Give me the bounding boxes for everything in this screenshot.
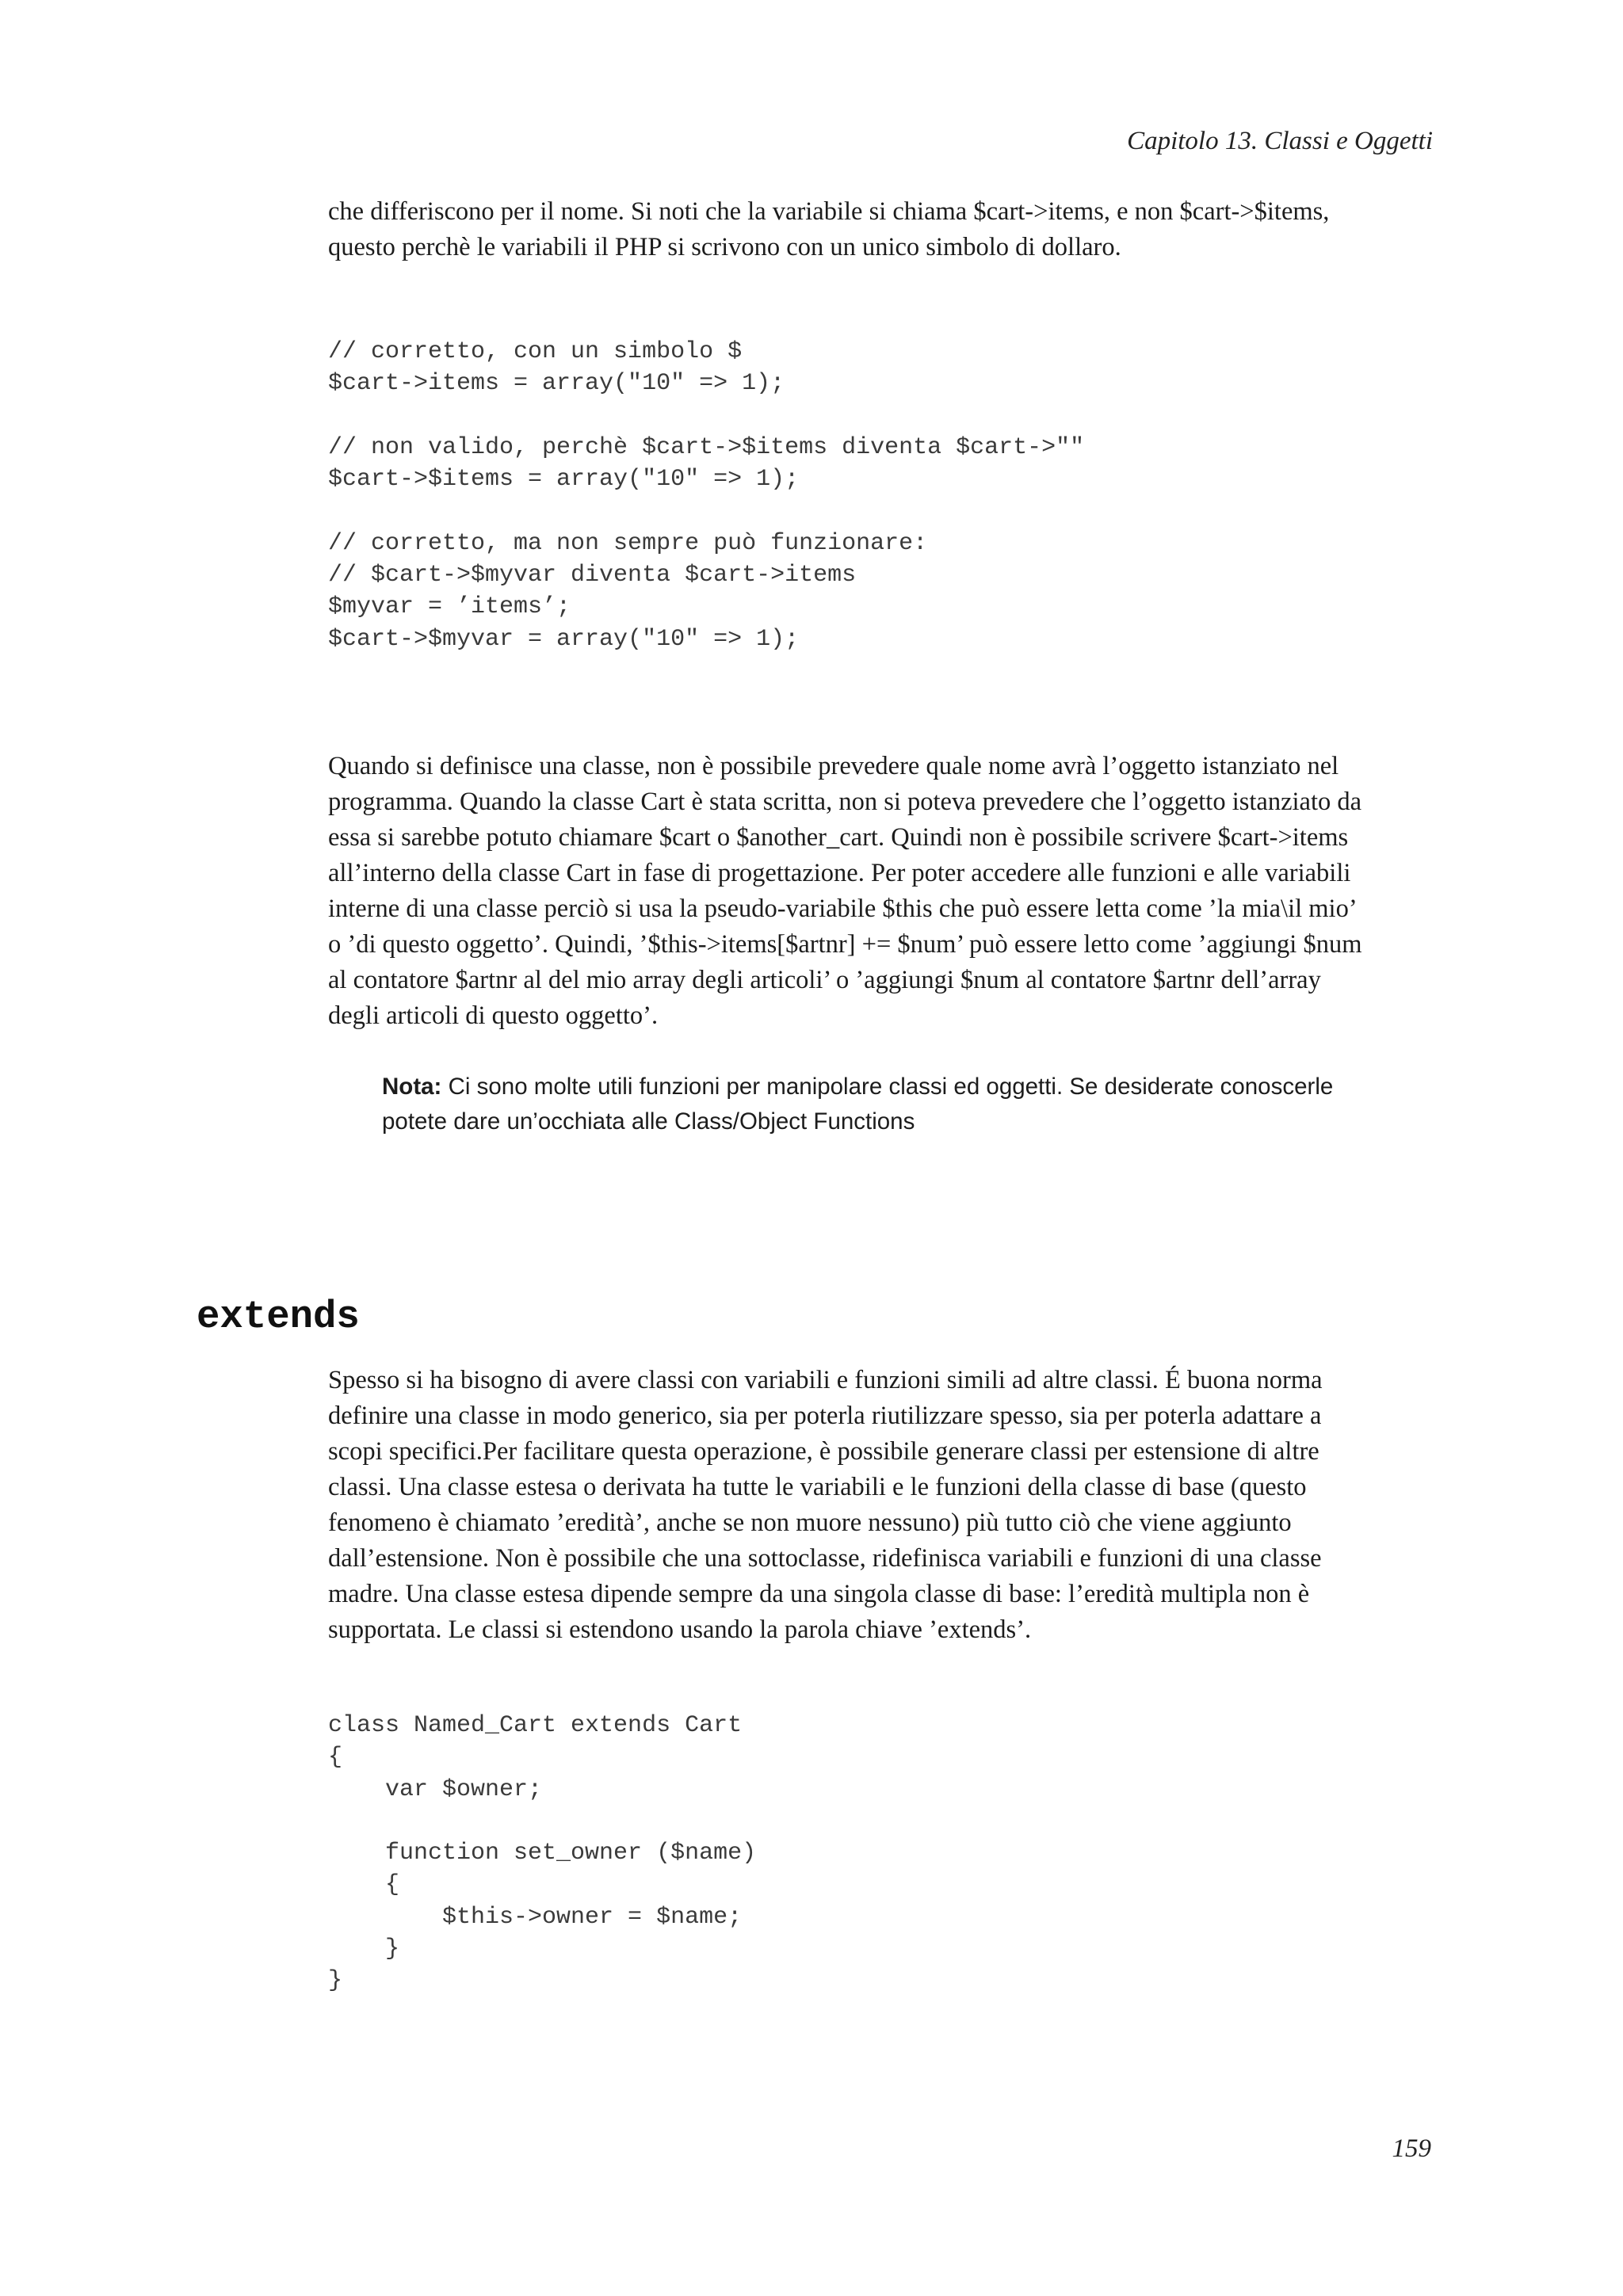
text-line: definire una classe in modo generico, sia per poterla riutilizzare spesso, sia per poterla adattare a — [328, 1402, 1322, 1430]
code-line: // corretto, con un simbolo $ — [328, 338, 743, 365]
page-number: 159 — [1392, 2134, 1431, 2163]
note-text: Ci sono molte utili funzioni per manipolare classi ed oggetti. Se desiderate conoscerle — [441, 1074, 1334, 1100]
code-line: class Named_Cart extends Cart — [328, 1712, 743, 1739]
code-line: $cart->$myvar = array("10" => 1); — [328, 625, 800, 653]
text-line: interne di una classe perciò si usa la pseudo-variabile $this che può essere letta come ’la mia\il mio’ — [328, 894, 1358, 923]
paragraph-this-variable — [328, 749, 1438, 1034]
text-line: dall’estensione. Non è possibile che una sottoclasse, ridefinisca variabili e funzioni di una classe — [328, 1544, 1322, 1573]
note-box — [382, 1070, 1428, 1139]
code-line: // non valido, perchè $cart->$items diventa $cart->"" — [328, 433, 1085, 461]
code-line — [328, 495, 1084, 527]
note-label: Nota: — [382, 1074, 442, 1100]
text-line: essa si sarebbe potuto chiamare $cart o $another_cart. Quindi non è possibile scrivere $cart->items — [328, 823, 1349, 852]
text-line: questo perchè le variabili il PHP si scrivono con un unico simbolo di dollaro. — [328, 233, 1121, 261]
text-line: Spesso si ha bisogno di avere classi con variabili e funzioni simili ad altre classi. É buona norma — [328, 1366, 1323, 1394]
paragraph-extends — [328, 1363, 1438, 1648]
text-line: classi. Una classe estesa o derivata ha tutte le variabili e le funzioni della classe di base (questo — [328, 1473, 1307, 1501]
text-line: Quando si definisce una classe, non è possibile prevedere quale nome avrà l’oggetto istanziato nel — [328, 752, 1339, 780]
paragraph-intro — [328, 194, 1438, 265]
section-heading-extends: extends — [197, 1295, 360, 1339]
note-line: potete dare un’occhiata alle Class/Object Functions — [382, 1108, 915, 1135]
text-line: che differiscono per il nome. Si noti che la variabile si chiama $cart->items, e non $cart->$items, — [328, 197, 1330, 226]
code-line: $this->owner = $name; — [328, 1903, 743, 1931]
running-header: Capitolo 13. Classi e Oggetti — [1127, 127, 1433, 155]
code-line — [328, 1806, 756, 1837]
code-line: $cart->$items = array("10" => 1); — [328, 466, 800, 494]
code-line: } — [328, 1936, 400, 1963]
text-line: o ’di questo oggetto’. Quindi, ’$this->items[$artnr] += $num’ può essere letto come ’aggiungi $num — [328, 930, 1362, 959]
code-line: { — [328, 1871, 400, 1899]
code-line: // $cart->$myvar diventa $cart->items — [328, 562, 857, 589]
code-line: { — [328, 1744, 343, 1772]
code-line: function set_owner ($name) — [328, 1840, 757, 1867]
code-line: var $owner; — [328, 1775, 543, 1803]
code-line — [328, 400, 1084, 432]
text-line: supportata. Le classi si estendono usando la parola chiave ’extends’. — [328, 1615, 1032, 1644]
code-block-variable-access — [328, 336, 1084, 655]
text-line: degli articoli di questo oggetto’. — [328, 1001, 659, 1030]
text-line: scopi specifici.Per facilitare questa operazione, è possibile generare classi per estensione di altre — [328, 1437, 1319, 1466]
text-line: al contatore $artnr al del mio array degli articoli’ o ’aggiungi $num al contatore $artnr dell’array — [328, 966, 1321, 994]
text-line: fenomeno è chiamato ’eredità’, anche se non muore nessuno) più tutto ciò che viene aggiunto — [328, 1508, 1292, 1537]
text-line: all’interno della classe Cart in fase di progettazione. Per poter accedere alle funzioni e alle variabili — [328, 859, 1351, 887]
text-line: programma. Quando la classe Cart è stata scritta, non si poteva prevedere che l’oggetto istanziato da — [328, 788, 1362, 816]
text-line: madre. Una classe estesa dipende sempre da una singola classe di base: l’eredità multipla non è — [328, 1580, 1310, 1608]
note-line — [382, 1070, 1428, 1104]
code-line: $myvar = ’items’; — [328, 593, 571, 621]
code-line: } — [328, 1967, 343, 1995]
code-line: $cart->items = array("10" => 1); — [328, 370, 785, 398]
code-line: // corretto, ma non sempre può funzionare: — [328, 529, 928, 557]
code-block-named-cart — [328, 1710, 756, 1997]
